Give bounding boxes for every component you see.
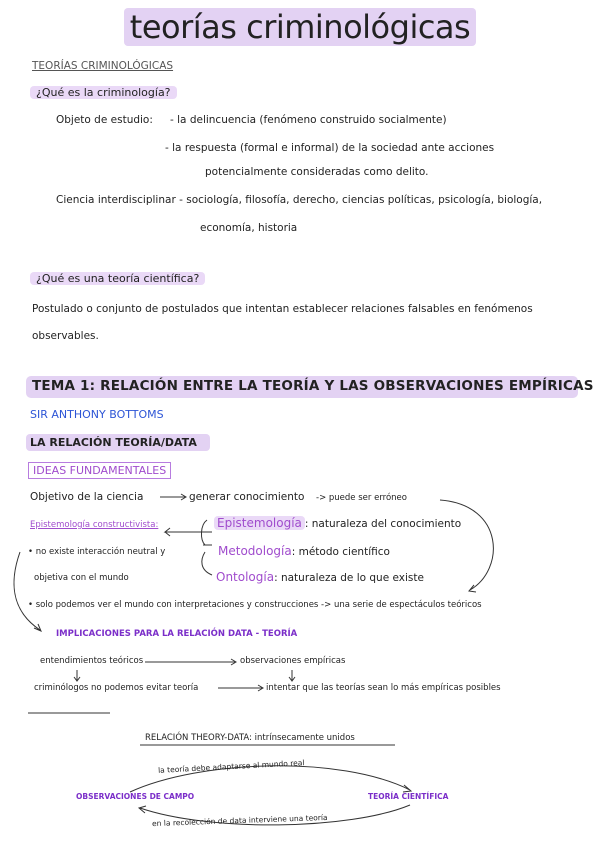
bullet-2: • solo podemos ver el mundo con interpretaciones y construcciones -> una serie de espectáculos teóricos [28,600,482,610]
teoria-cientifica: TEORÍA CIENTÍFICA [368,792,449,801]
section-header: TEORÍAS CRIMINOLÓGICAS [32,60,174,72]
epistemologia-row [214,516,461,530]
generar-conocimiento: generar conocimiento [189,491,305,503]
observaciones-campo: OBSERVACIONES DE CAMPO [76,792,195,801]
relacion-title: RELACIÓN THEORY-DATA: intrínsecamente unidos [145,733,355,743]
objeto-item-1: - la delincuencia (fenómeno construido socialmente) [170,114,447,126]
epistemologia-label: Epistemología [214,516,305,530]
criminologos: criminólogos no podemos evitar teoría [34,683,199,693]
metodologia-row [218,544,390,558]
epistemologia-desc: : naturaleza del conocimiento [304,518,462,530]
objeto-item-2-cont: potencialmente consideradas como delito. [205,166,429,178]
ontologia-desc: : naturaleza de lo que existe [274,572,424,584]
arc-top-label: la teoría debe adaptarse al mundo real [157,758,305,775]
objeto-label: Objeto de estudio: [56,114,153,126]
author: SIR ANTHONY BOTTOMS [30,408,164,421]
metodologia-desc: : método científico [291,546,390,558]
objeto-item-2: - la respuesta (formal e informal) de la sociedad ante acciones [165,142,495,154]
intentar: intentar que las teorías sean lo más empíricas posibles [266,683,501,693]
ciencia-line-2: economía, historia [200,222,298,234]
question-teoria [30,272,205,285]
epistemologia-constructivista: Epistemología constructivista: [30,520,159,530]
ciencia-line-1: Ciencia interdisciplinar - sociología, filosofía, derecho, ciencias políticas, psicología, biología, [56,194,543,206]
subheading: LA RELACIÓN TEORÍA/DATA [30,436,197,449]
teoria-line-2: observables. [32,330,99,342]
observaciones-empiricas: observaciones empíricas [240,656,346,666]
bullet-1-line-1: • no existe interacción neutral y [28,547,166,557]
arc-bottom-label: en la recolección de data interviene una teoría [151,812,328,829]
objetivo-ciencia: Objetivo de la ciencia [30,491,144,503]
question-teoria-text: ¿Qué es una teoría científica? [30,272,205,285]
ontologia-row [216,570,424,584]
implicaciones: IMPLICACIONES PARA LA RELACIÓN DATA - TEORÍA [56,629,298,639]
page-title: teorías criminológicas [124,8,476,46]
tema-title: TEMA 1: RELACIÓN ENTRE LA TEORÍA Y LAS OBSERVACIONES EMPÍRICAS [32,378,594,394]
question-criminologia [30,86,177,99]
question-criminologia-text: ¿Qué es la criminología? [30,86,177,99]
title-wrap [0,8,600,46]
ideas-box: IDEAS FUNDAMENTALES [28,462,171,479]
entendimientos-teoricos: entendimientos teóricos [40,656,144,666]
bullet-1-line-2: objetiva con el mundo [34,573,129,583]
ontologia-label: Ontología [216,570,275,584]
teoria-line-1: Postulado o conjunto de postulados que intentan establecer relaciones falsables en fenómenos [32,303,533,315]
puede-ser-erroneo: -> puede ser erróneo [316,493,407,503]
metodologia-label: Metodología [218,544,292,558]
